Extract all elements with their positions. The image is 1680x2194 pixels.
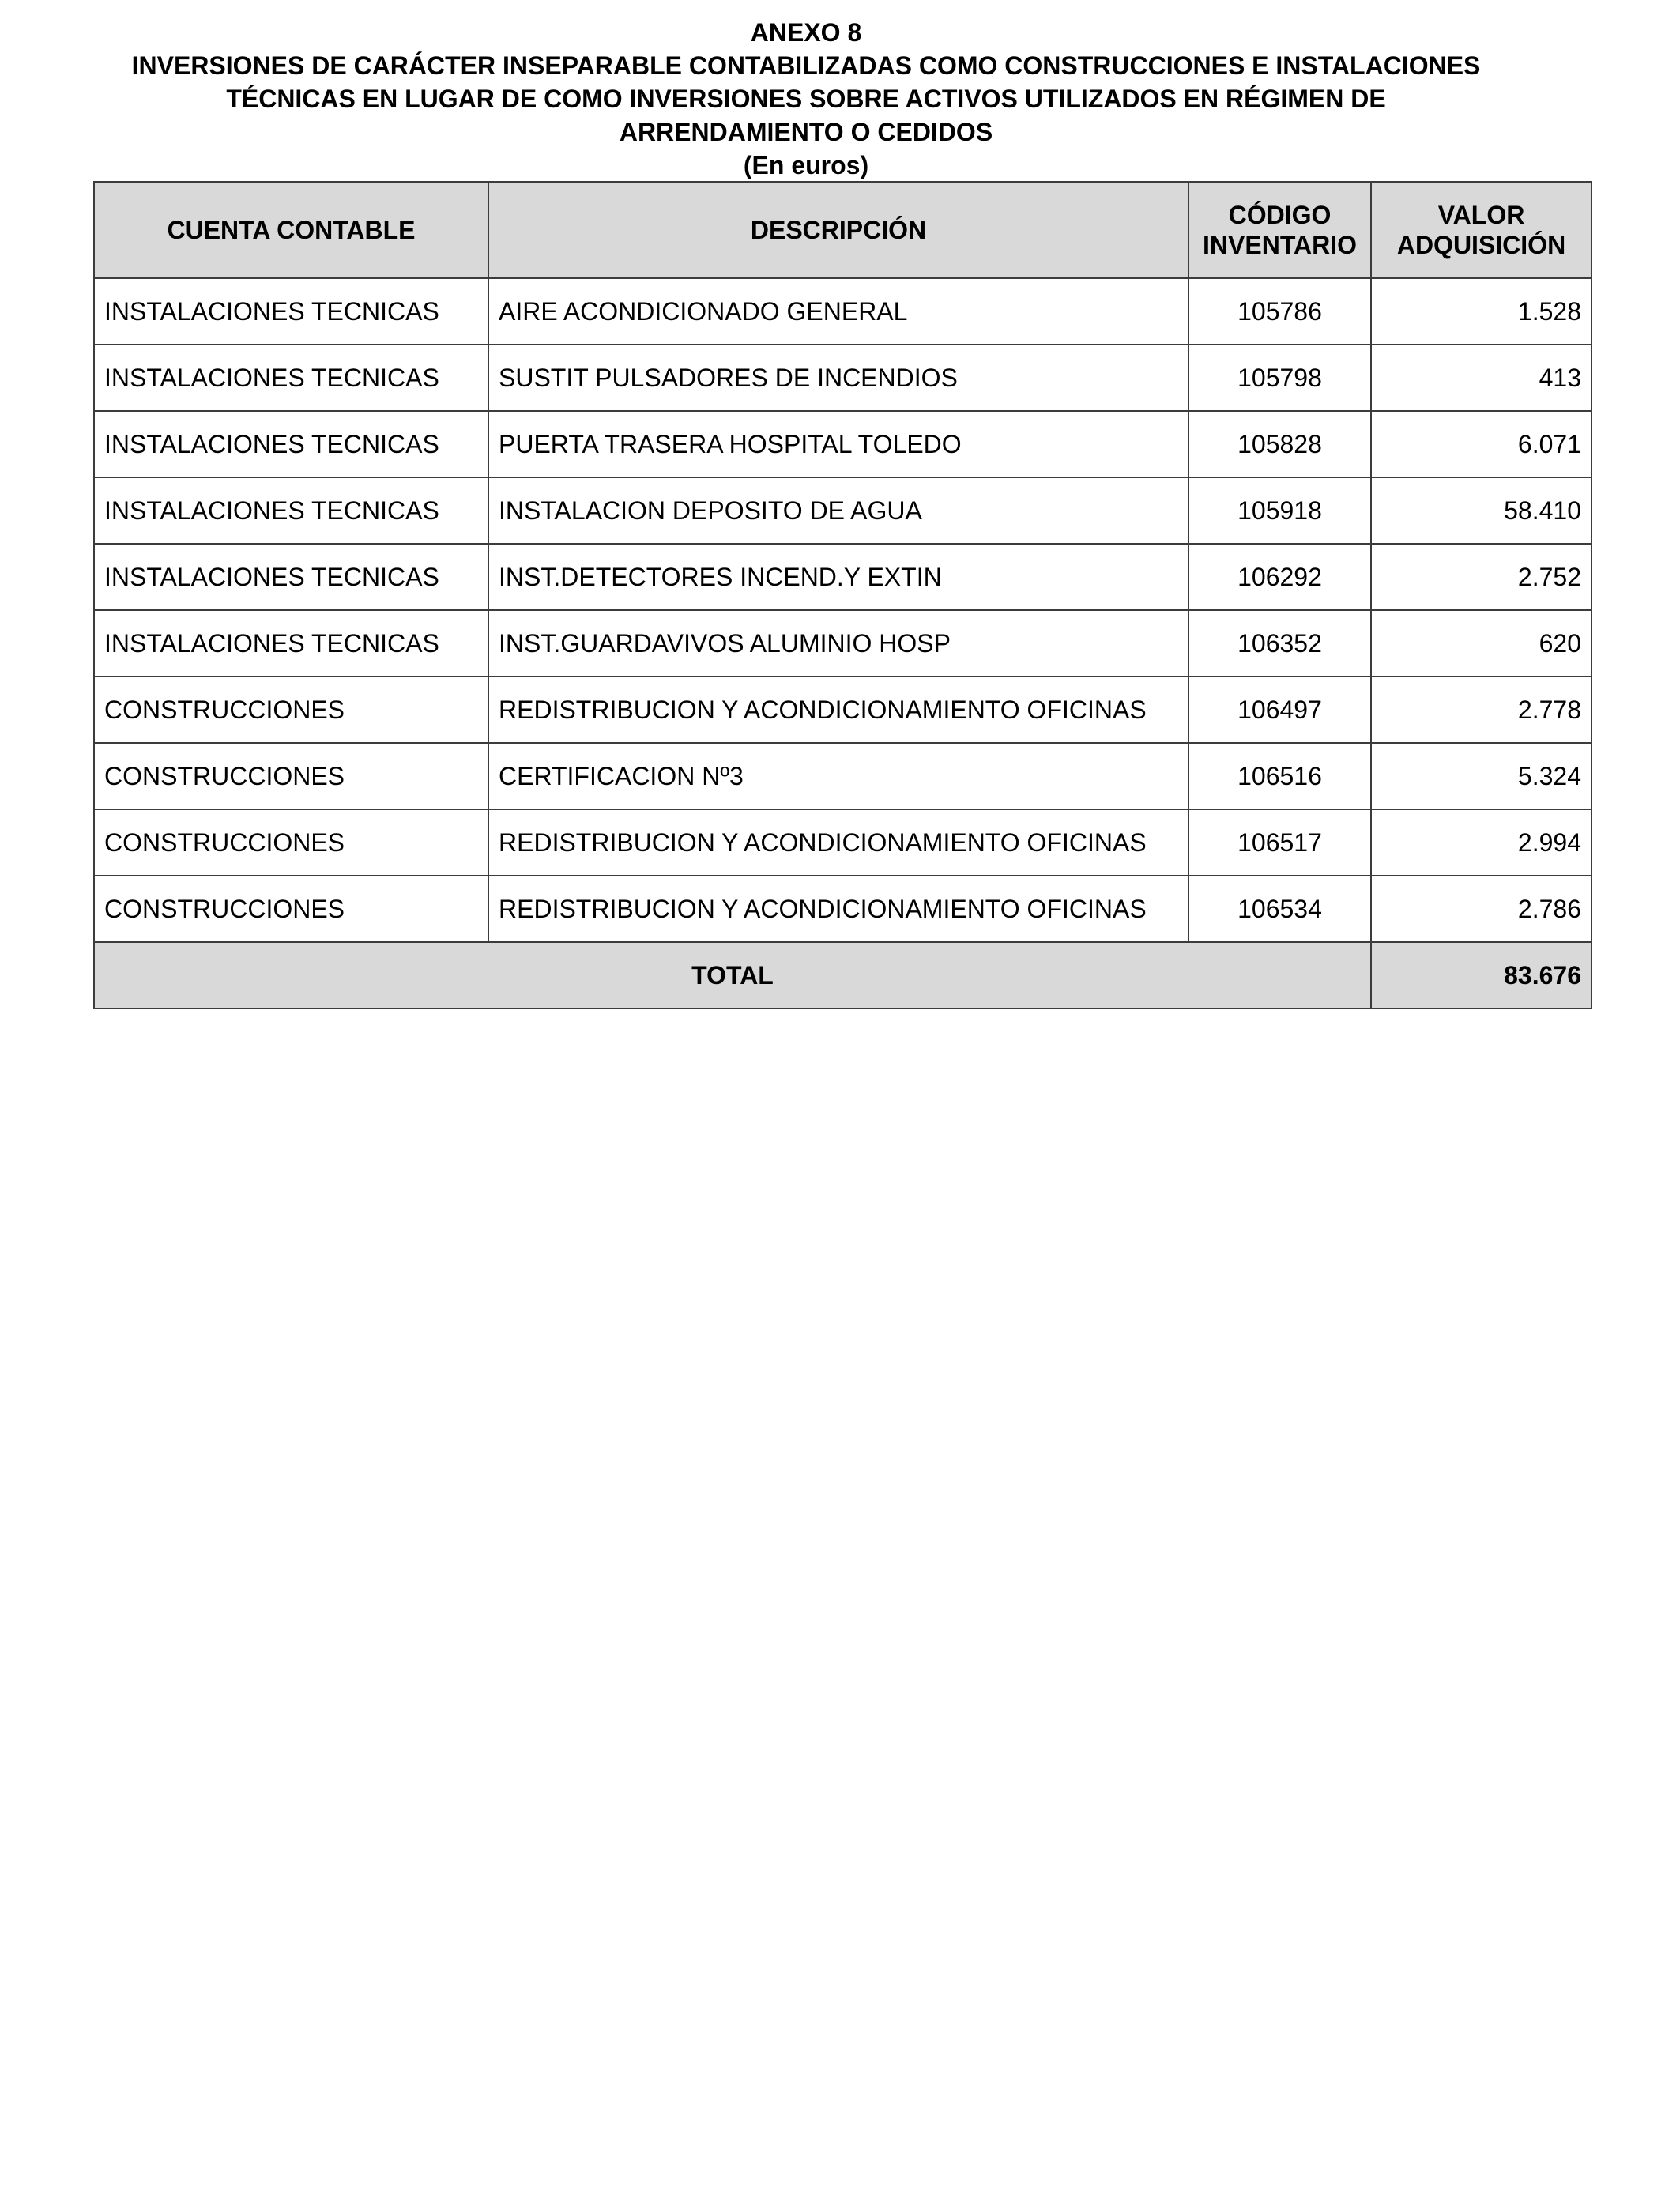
cell-code: 105918 [1188, 477, 1371, 544]
total-label: TOTAL [94, 942, 1371, 1008]
cell-code: 106497 [1188, 677, 1371, 743]
cell-value: 6.071 [1371, 411, 1591, 477]
cell-code: 106292 [1188, 544, 1371, 610]
cell-code: 105828 [1188, 411, 1371, 477]
cell-description: SUSTIT PULSADORES DE INCENDIOS [488, 345, 1188, 411]
annex-number: ANEXO 8 [750, 18, 862, 47]
cell-account: CONSTRUCCIONES [94, 743, 488, 809]
cell-code: 106517 [1188, 809, 1371, 876]
cell-description: PUERTA TRASERA HOSPITAL TOLEDO [488, 411, 1188, 477]
cell-description: CERTIFICACION Nº3 [488, 743, 1188, 809]
cell-value: 2.752 [1371, 544, 1591, 610]
cell-description: INSTALACION DEPOSITO DE AGUA [488, 477, 1188, 544]
header-account: CUENTA CONTABLE [94, 182, 488, 278]
title-line: ARRENDAMIENTO O CEDIDOS [619, 118, 993, 146]
cell-account: INSTALACIONES TECNICAS [94, 544, 488, 610]
cell-value: 620 [1371, 610, 1591, 677]
table-row [94, 677, 1591, 743]
header-value-line1: VALOR [1437, 201, 1525, 229]
total-value: 83.676 [1371, 942, 1591, 1008]
title-line: INVERSIONES DE CARÁCTER INSEPARABLE CONTABILIZADAS COMO CONSTRUCCIONES E INSTALACIONES [131, 51, 1481, 80]
cell-account: INSTALACIONES TECNICAS [94, 278, 488, 345]
header-value-line2: ADQUISICIÓN [1396, 231, 1566, 259]
cell-value: 1.528 [1371, 278, 1591, 345]
header-code-line2: INVENTARIO [1203, 231, 1357, 259]
table-row [94, 876, 1591, 942]
header-description: DESCRIPCIÓN [488, 182, 1188, 278]
cell-description: REDISTRIBUCION Y ACONDICIONAMIENTO OFICINAS [488, 876, 1188, 942]
cell-code: 105786 [1188, 278, 1371, 345]
cell-description: INST.DETECTORES INCEND.Y EXTIN [488, 544, 1188, 610]
cell-code: 106352 [1188, 610, 1371, 677]
table-row [94, 345, 1591, 411]
table-row [94, 278, 1591, 345]
title-line: TÉCNICAS EN LUGAR DE COMO INVERSIONES SOBRE ACTIVOS UTILIZADOS EN RÉGIMEN DE [226, 85, 1386, 113]
table-row [94, 477, 1591, 544]
table-row [94, 411, 1591, 477]
cell-value: 2.778 [1371, 677, 1591, 743]
cell-value: 413 [1371, 345, 1591, 411]
cell-code: 106516 [1188, 743, 1371, 809]
cell-account: CONSTRUCCIONES [94, 809, 488, 876]
cell-value: 2.994 [1371, 809, 1591, 876]
cell-value: 5.324 [1371, 743, 1591, 809]
total-row [94, 942, 1591, 1008]
cell-code: 106534 [1188, 876, 1371, 942]
unit-note: (En euros) [743, 151, 869, 179]
cell-description: REDISTRIBUCION Y ACONDICIONAMIENTO OFICINAS [488, 809, 1188, 876]
cell-description: REDISTRIBUCION Y ACONDICIONAMIENTO OFICINAS [488, 677, 1188, 743]
cell-value: 2.786 [1371, 876, 1591, 942]
document-heading [0, 16, 1612, 182]
cell-account: INSTALACIONES TECNICAS [94, 411, 488, 477]
cell-description: INST.GUARDAVIVOS ALUMINIO HOSP [488, 610, 1188, 677]
cell-code: 105798 [1188, 345, 1371, 411]
table-row [94, 610, 1591, 677]
table-row [94, 743, 1591, 809]
cell-description: AIRE ACONDICIONADO GENERAL [488, 278, 1188, 345]
cell-account: CONSTRUCCIONES [94, 876, 488, 942]
investments-table [93, 181, 1592, 1009]
table-row [94, 809, 1591, 876]
cell-value: 58.410 [1371, 477, 1591, 544]
cell-account: INSTALACIONES TECNICAS [94, 345, 488, 411]
table-header-row [94, 182, 1591, 278]
cell-account: INSTALACIONES TECNICAS [94, 477, 488, 544]
cell-account: INSTALACIONES TECNICAS [94, 610, 488, 677]
header-value [1371, 182, 1591, 278]
table-row [94, 544, 1591, 610]
cell-account: CONSTRUCCIONES [94, 677, 488, 743]
header-code [1188, 182, 1371, 278]
header-code-line1: CÓDIGO [1228, 201, 1332, 229]
